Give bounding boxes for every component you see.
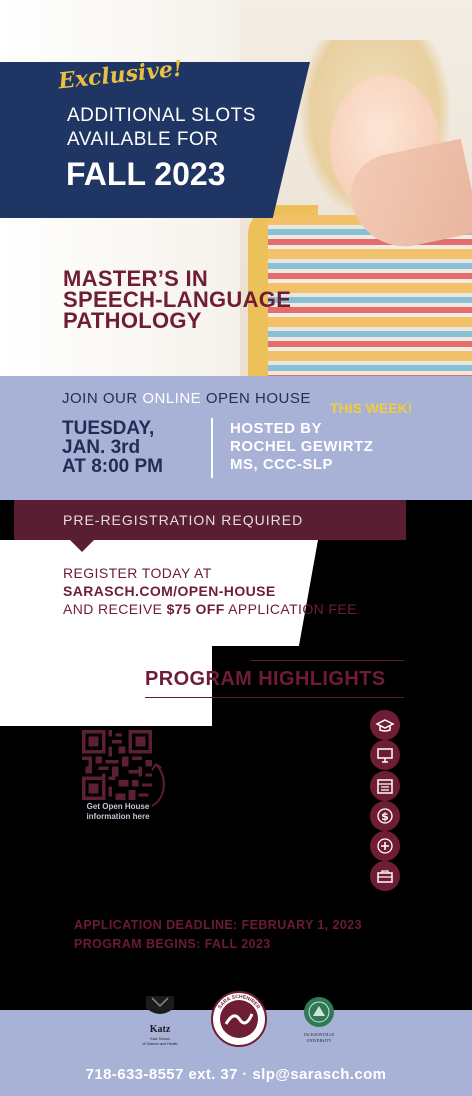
highlights-rule-bottom	[145, 697, 404, 698]
svg-text:Katz School: Katz School	[150, 1037, 170, 1041]
host-line-1: HOSTED BY	[230, 420, 323, 437]
register-url-link[interactable]: SARASCH.COM/OPEN-HOUSE	[63, 583, 276, 599]
contact-info[interactable]: 718-633-8557 ext. 37 · slp@sarasch.com	[85, 1066, 387, 1083]
preregistration-banner	[14, 500, 406, 540]
calendar-icon	[370, 771, 400, 801]
join-online: ONLINE	[142, 390, 202, 407]
exclusive-label: Exclusive!	[56, 55, 184, 95]
event-time: AT 8:00 PM	[62, 456, 164, 477]
event-day: TUESDAY,	[62, 418, 155, 439]
plus-icon	[370, 831, 400, 861]
host-line-3: MS, CCC-SLP	[230, 456, 333, 473]
event-datetime	[62, 419, 163, 476]
highlights-title: PROGRAM HIGHLIGHTS	[145, 668, 386, 690]
key-dates	[74, 916, 362, 954]
open-house-heading	[62, 390, 311, 407]
svg-text:JACKSONVILLE: JACKSONVILLE	[303, 1032, 335, 1037]
slots-line-1: ADDITIONAL SLOTS	[67, 105, 256, 126]
divider	[211, 418, 213, 478]
register-line-3-prefix: AND RECEIVE	[63, 601, 167, 617]
register-line-1: REGISTER TODAY AT	[63, 565, 212, 581]
join-prefix: JOIN OUR	[62, 390, 143, 407]
svg-text:$: $	[381, 810, 389, 823]
jacksonville-university-logo	[295, 994, 343, 1048]
qr-caption-line-2: information here	[86, 812, 150, 821]
register-text	[63, 564, 357, 618]
register-line-3-suffix: APPLICATION FEE	[224, 601, 357, 617]
host-info	[230, 420, 373, 474]
svg-text:SARA SCHENIRER: SARA SCHENIRER	[217, 993, 261, 1011]
program-title-line-2: SPEECH-LANGUAGE	[63, 287, 292, 312]
svg-text:Katz: Katz	[149, 1024, 171, 1035]
discount-amount: $75 OFF	[166, 601, 225, 617]
season-title: FALL 2023	[66, 156, 226, 192]
qr-caption	[68, 802, 168, 822]
sara-schenirer-logo	[210, 990, 268, 1048]
highlights-rule-top	[250, 660, 404, 661]
briefcase-icon	[370, 861, 400, 891]
monitor-icon	[370, 740, 400, 770]
join-suffix: OPEN HOUSE	[201, 390, 311, 407]
svg-text:UNIVERSITY: UNIVERSITY	[306, 1038, 332, 1043]
qr-code[interactable]	[82, 730, 152, 800]
qr-caption-line-1: Get Open House	[86, 802, 150, 811]
svg-text:of Science and Health: of Science and Health	[142, 1042, 178, 1046]
preregistration-label: PRE-REGISTRATION REQUIRED	[63, 512, 304, 528]
program-start: PROGRAM BEGINS: FALL 2023	[74, 937, 271, 951]
event-date: JAN. 3rd	[62, 437, 141, 458]
program-title-line-3: PATHOLOGY	[63, 308, 202, 333]
host-line-2: ROCHEL GEWIRTZ	[230, 438, 374, 455]
slots-text	[67, 104, 256, 152]
graduation-cap-icon	[370, 710, 400, 740]
banner-pointer	[70, 540, 94, 552]
katz-school-logo	[140, 992, 180, 1052]
program-title-line-1: MASTER’S IN	[63, 266, 209, 291]
slots-line-2: AVAILABLE FOR	[67, 129, 219, 150]
this-week-tag: THIS WEEK!	[330, 400, 413, 416]
program-title	[63, 268, 291, 331]
application-deadline: APPLICATION DEADLINE: FEBRUARY 1, 2023	[74, 918, 362, 932]
dollar-icon	[370, 801, 400, 831]
